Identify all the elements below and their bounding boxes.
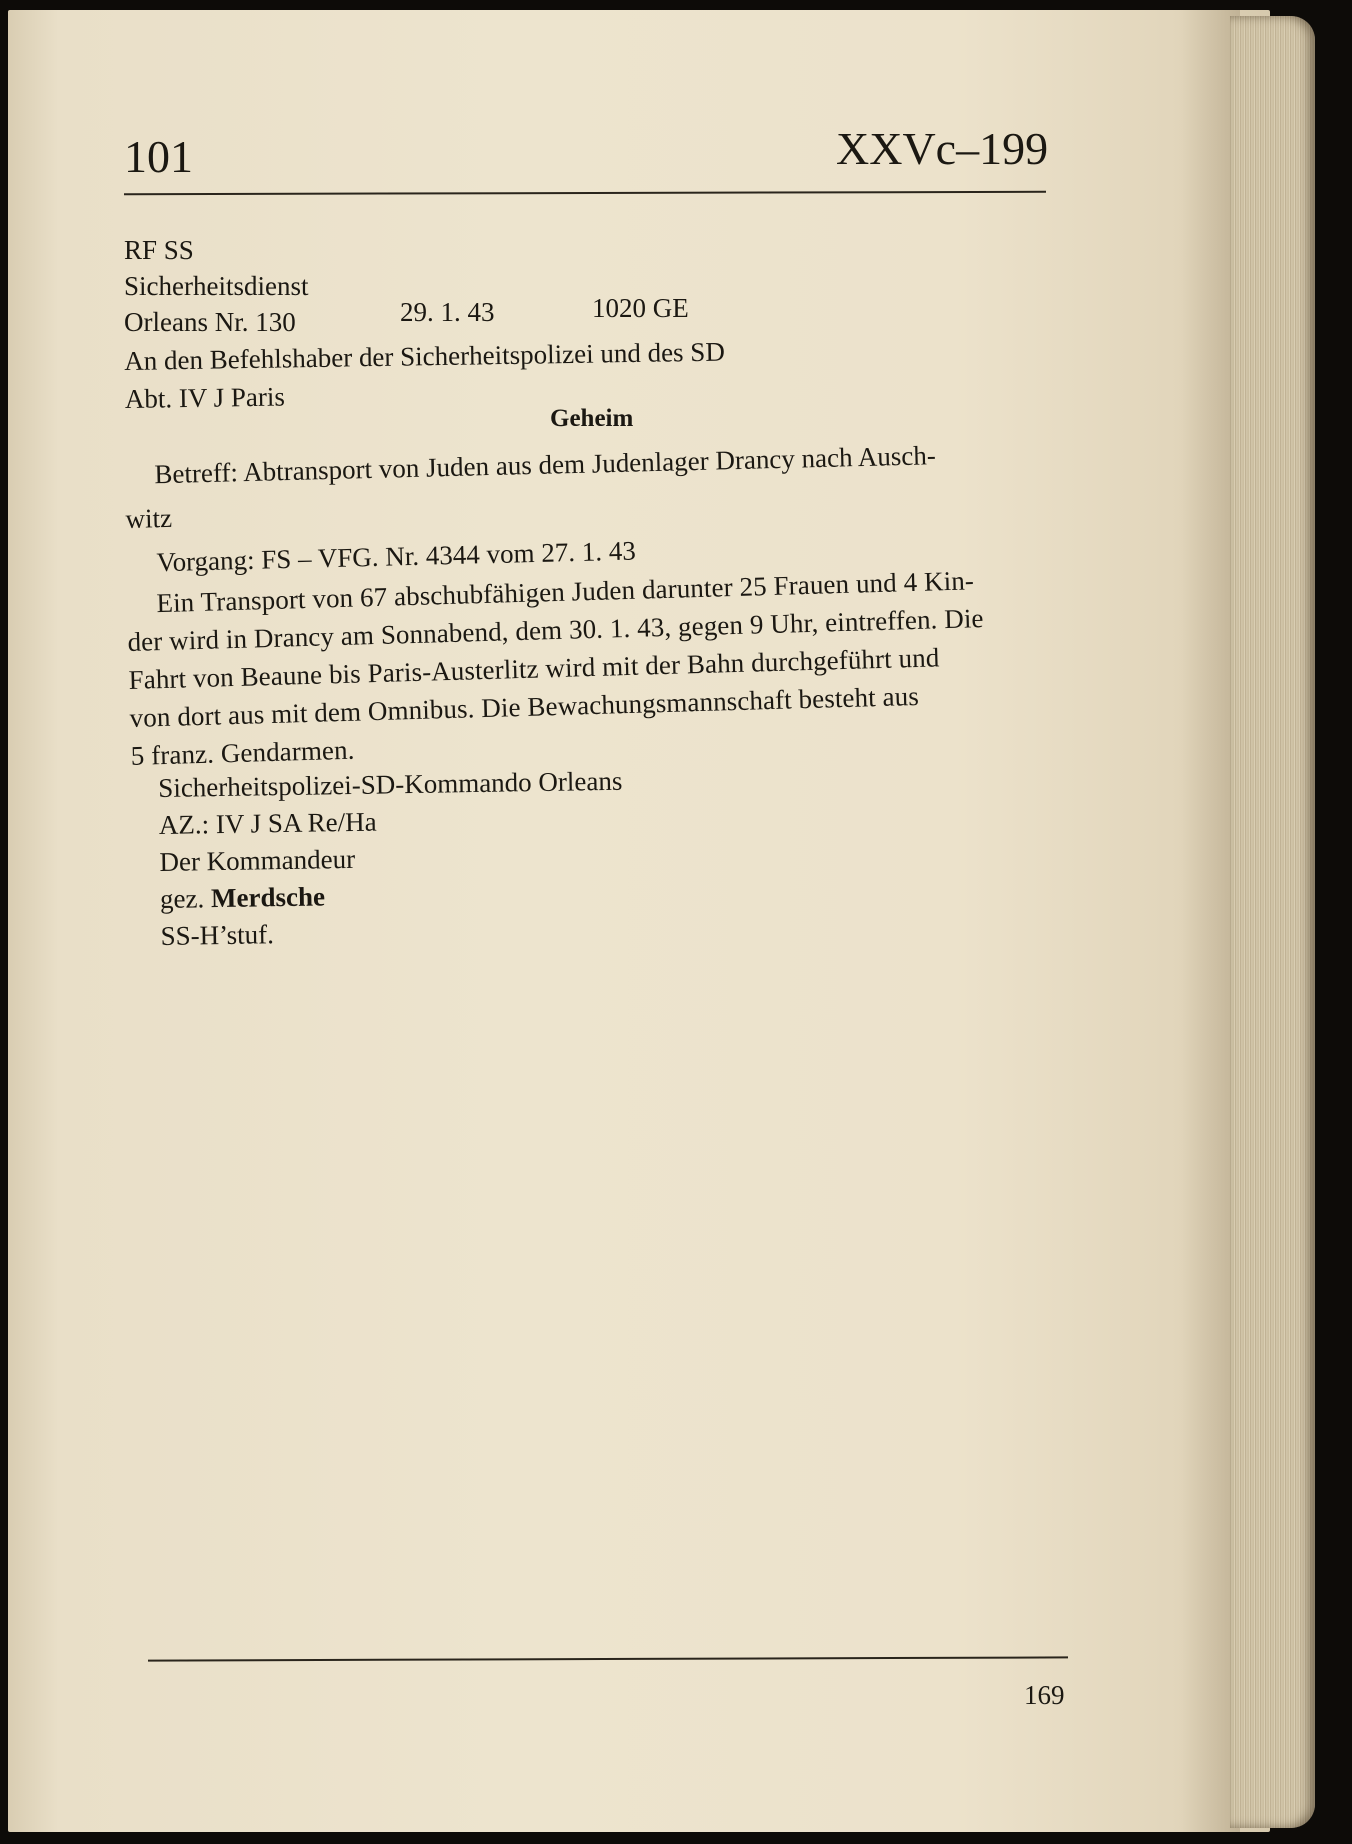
archive-code: XXVc–199: [836, 123, 1049, 174]
book-page-edges: [1230, 16, 1315, 1828]
subject-line: Betreff: Abtransport von Juden aus dem Judenlager Drancy nach Ausch-: [154, 440, 937, 490]
signature-file-ref: AZ.: IV J SA Re/Ha: [158, 806, 377, 840]
message-body: [126, 562, 987, 776]
sender-block: [124, 232, 308, 340]
recipient-line: An den Befehlshaber der Sicherheitspolizei und des SD: [124, 336, 726, 376]
signed-prefix: gez.: [159, 883, 205, 914]
body-line: Fahrt von Beaune bis Paris-Austerlitz wird mit der Bahn durchgeführt und: [128, 642, 940, 695]
message-reference: 1020 GE: [592, 293, 689, 323]
reference-line: Vorgang: FS – VFG. Nr. 4344 vom 27. 1. 43: [156, 535, 637, 578]
signed-name: Merdsche: [210, 881, 326, 914]
sender-line: RF SS: [124, 235, 194, 265]
body-line: der wird in Drancy am Sonnabend, dem 30. 1. 43, gegen 9 Uhr, eintreffen. Die: [127, 603, 984, 657]
signature-rank: SS-H’stuf.: [160, 919, 275, 951]
body-line: von dort aus mit dem Omnibus. Die Bewachungsmannschaft besteht aus: [129, 680, 920, 733]
document-number: 101: [124, 131, 193, 182]
message-date: 29. 1. 43: [400, 297, 495, 327]
recipient-block: [124, 334, 726, 419]
recipient-line: Abt. IV J Paris: [124, 381, 286, 414]
page-number: 169: [1024, 1680, 1065, 1710]
body-line: 5 franz. Gendarmen.: [130, 734, 355, 771]
sender-line: Orleans Nr. 130: [124, 307, 296, 337]
signature-block: [158, 763, 625, 955]
subject-line: witz: [125, 502, 173, 534]
signature-title: Der Kommandeur: [159, 843, 356, 877]
sender-line: Sicherheitsdienst: [124, 271, 309, 301]
classification-label: Geheim: [550, 405, 634, 432]
signature-unit: Sicherheitspolizei-SD-Kommando Orleans: [158, 765, 623, 803]
body-line: Ein Transport von 67 abschubfähigen Juden darunter 25 Frauen und 4 Kin-: [156, 565, 975, 619]
